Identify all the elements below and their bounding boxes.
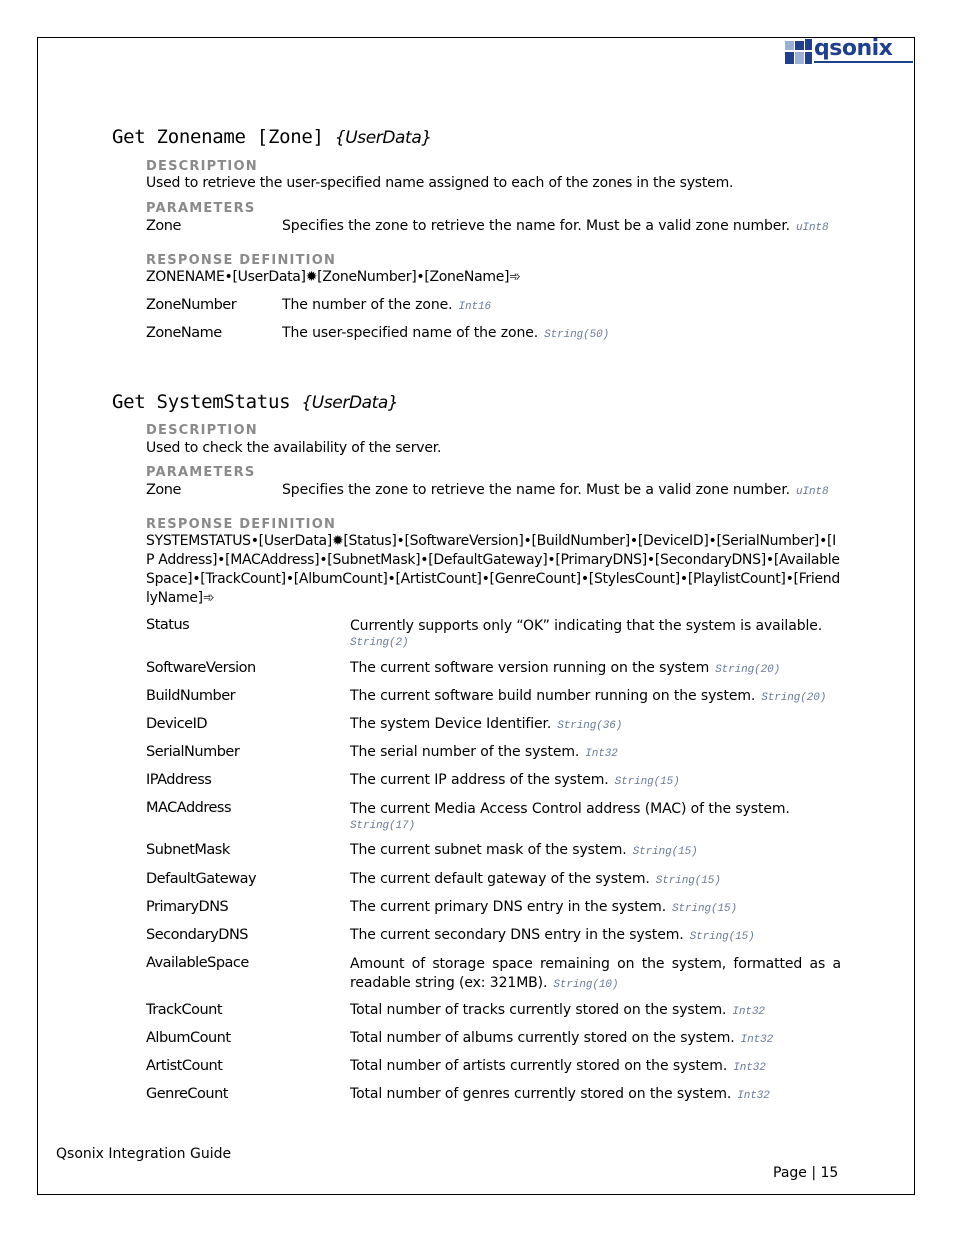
field-description-text: Total number of genres currently stored on the system. (350, 1086, 732, 1102)
field-name: AlbumCount (146, 1030, 231, 1046)
field-description-text: The current primary DNS entry in the system. (350, 899, 667, 915)
field-type: String(10) (553, 979, 619, 991)
parameter-description (282, 482, 829, 498)
field-description-text: The serial number of the system. (350, 744, 580, 760)
response-definition-label: RESPONSE DEFINITION (146, 253, 337, 268)
command-syntax: Get Zonename [Zone] (112, 126, 335, 148)
description-text: Used to check the availability of the server. (146, 440, 442, 456)
field-name: SerialNumber (146, 744, 240, 760)
field-description (350, 871, 721, 887)
response-definition-text: ZONENAME•[UserData]✹[ZoneNumber]•[ZoneName]➾ (146, 269, 521, 285)
field-name: SecondaryDNS (146, 927, 249, 943)
parameter-description (282, 218, 829, 234)
footer-guide-title: Qsonix Integration Guide (56, 1146, 232, 1162)
command-userdata: {UserData} (334, 128, 432, 148)
field-description-text: The system Device Identifier. (350, 716, 552, 732)
field-type: Int32 (740, 1034, 774, 1046)
field-type: String(2) (350, 637, 409, 649)
field-description (350, 800, 841, 833)
field-description-text: The current default gateway of the system. (350, 871, 650, 887)
field-description (350, 842, 698, 858)
field-description-text: The number of the zone. (282, 297, 453, 313)
field-type: Int16 (458, 301, 492, 313)
field-type: String(20) (715, 664, 781, 676)
response-definition-text: SYSTEMSTATUS•[UserData]✹[Status]•[SoftwareVersion]•[BuildNumber]•[DeviceID]•[SerialNumber]•[IP Address]•[MACAddress]•[SubnetMask]•[DefaultGateway]•[PrimaryDNS]•[SecondaryDNS]•[AvailableSpace]•[TrackCount]•[AlbumCount]•[ArtistCount]•[GenreCount]•[StylesCount]•[PlaylistCount]•[FriendlyName]➾ (146, 533, 840, 606)
field-description (350, 899, 737, 915)
parameters-label: PARAMETERS (146, 465, 256, 480)
field-description (350, 955, 841, 995)
field-type: String(15) (655, 875, 721, 887)
logo-square-icon (785, 52, 794, 64)
field-type: String(17) (350, 820, 416, 832)
command-syntax: Get SystemStatus (112, 391, 302, 413)
field-description (350, 617, 841, 650)
field-description-text: The current subnet mask of the system. (350, 842, 627, 858)
field-description-text: The current secondary DNS entry in the system. (350, 927, 684, 943)
field-type: Int32 (733, 1062, 766, 1074)
field-name: PrimaryDNS (146, 899, 229, 915)
logo-square-icon (795, 52, 804, 64)
logo-wordmark: qsonix (814, 36, 893, 61)
description-label: DESCRIPTION (146, 159, 258, 174)
field-description-text: The current software version running on the system (350, 660, 710, 676)
field-type: String(50) (544, 329, 610, 341)
field-description (350, 716, 622, 732)
field-name: SubnetMask (146, 842, 230, 858)
field-name: DeviceID (146, 716, 208, 732)
qsonix-logo (785, 36, 915, 67)
field-type: Int32 (585, 748, 618, 760)
logo-square-icon (785, 41, 794, 50)
field-description (350, 1002, 765, 1018)
field-description (350, 1030, 773, 1046)
field-description-text: Amount of storage space remaining on the system, formatted as a readable string (ex: 321MB). (350, 956, 841, 991)
field-description-text: Total number of albums currently stored on the system. (350, 1030, 735, 1046)
field-description-text: Currently supports only “OK” indicating that the system is available. (350, 618, 823, 634)
field-name: GenreCount (146, 1086, 228, 1102)
parameters-label: PARAMETERS (146, 201, 256, 216)
parameter-description-text: Specifies the zone to retrieve the name for. Must be a valid zone number. (282, 482, 791, 498)
parameter-type: uInt8 (796, 486, 829, 498)
command-userdata: {UserData} (301, 393, 399, 413)
field-description (350, 772, 680, 788)
logo-underline (814, 61, 913, 63)
field-name: MACAddress (146, 800, 232, 816)
field-type: String(20) (761, 692, 827, 704)
field-description (282, 325, 609, 341)
field-description (350, 688, 826, 704)
parameter-description-text: Specifies the zone to retrieve the name for. Must be a valid zone number. (282, 218, 791, 234)
field-name: ZoneName (146, 325, 222, 341)
parameter-type: uInt8 (796, 222, 829, 234)
field-description (350, 660, 780, 676)
description-label: DESCRIPTION (146, 423, 258, 438)
response-definition-label: RESPONSE DEFINITION (146, 517, 337, 532)
field-description-text: The current IP address of the system. (350, 772, 609, 788)
command-heading-systemstatus (112, 391, 398, 413)
field-type: String(15) (614, 776, 680, 788)
field-name: DefaultGateway (146, 871, 257, 887)
command-heading-zonename (112, 126, 432, 148)
field-name: TrackCount (146, 1002, 223, 1018)
field-description (282, 297, 491, 313)
field-description (350, 927, 755, 943)
field-description (350, 1058, 766, 1074)
field-type: String(15) (632, 846, 698, 858)
logo-square-icon (795, 41, 804, 50)
field-type: Int32 (737, 1090, 770, 1102)
parameter-name: Zone (146, 482, 181, 498)
field-description-text: Total number of tracks currently stored on the system. (350, 1002, 727, 1018)
field-type: String(15) (672, 903, 738, 915)
page-number: Page | 15 (773, 1165, 839, 1181)
field-description-text: The current Media Access Control address (MAC) of the system. (350, 801, 790, 817)
field-description (350, 744, 618, 760)
field-description-text: The user-specified name of the zone. (282, 325, 539, 341)
field-type: String(36) (557, 720, 623, 732)
field-name: AvailableSpace (146, 955, 249, 971)
field-type: Int32 (732, 1006, 765, 1018)
field-name: ZoneNumber (146, 297, 237, 313)
field-description (350, 1086, 770, 1102)
field-name: BuildNumber (146, 688, 236, 704)
logo-square-icon (805, 52, 812, 64)
field-name: ArtistCount (146, 1058, 223, 1074)
field-name: Status (146, 617, 190, 633)
field-type: String(15) (689, 931, 755, 943)
field-description-text: The current software build number running on the system. (350, 688, 756, 704)
field-name: IPAddress (146, 772, 212, 788)
parameter-name: Zone (146, 218, 181, 234)
description-text: Used to retrieve the user-specified name assigned to each of the zones in the system. (146, 175, 734, 191)
field-name: SoftwareVersion (146, 660, 256, 676)
logo-square-icon (805, 39, 812, 50)
field-description-text: Total number of artists currently stored on the system. (350, 1058, 728, 1074)
